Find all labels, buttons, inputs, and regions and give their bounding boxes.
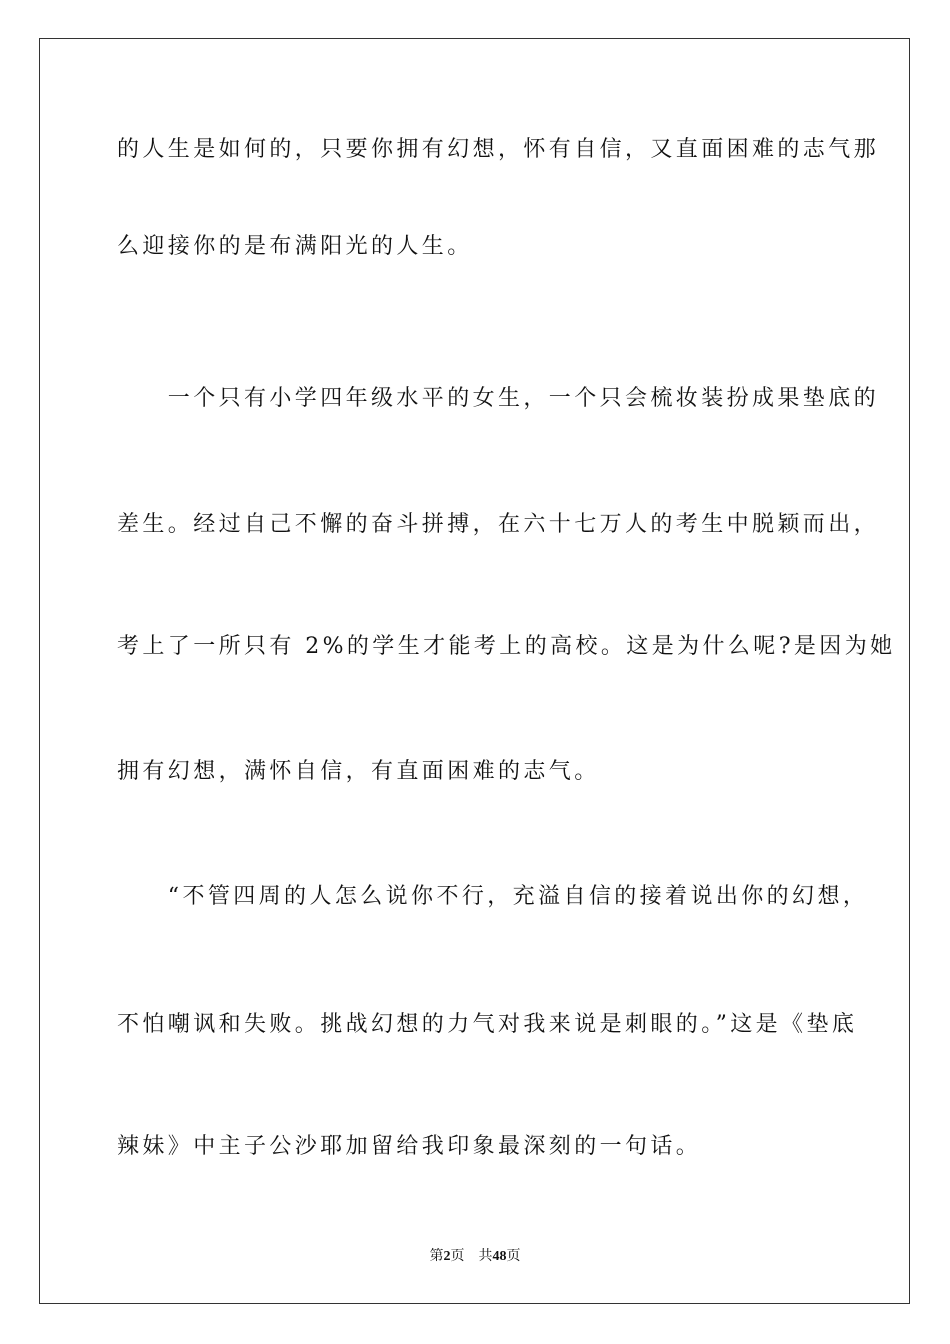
page-footer xyxy=(0,1246,950,1267)
total-suffix: 页 xyxy=(506,1248,521,1264)
text-line-7: “不管四周的人怎么说你不行，充溢自信的接着说出你的幻想， xyxy=(117,884,869,909)
page-prefix: 第 xyxy=(429,1248,444,1264)
total-pages: 48 xyxy=(492,1249,507,1264)
text-line-3: 一个只有小学四年级水平的女生，一个只会梳妆装扮成果垫底的 xyxy=(117,386,880,411)
page-number: 2 xyxy=(443,1249,451,1264)
text-line-6: 拥有幻想，满怀自信，有直面困难的志气。 xyxy=(117,759,600,784)
text-line-9: 辣妹》中主子公沙耶加留给我印象最深刻的一句话。 xyxy=(117,1134,702,1159)
text-line-2: 么迎接你的是布满阳光的人生。 xyxy=(117,234,473,259)
text-line-8: 不怕嘲讽和失败。挑战幻想的力气对我来说是刺眼的。”这是《垫底 xyxy=(117,1012,858,1037)
text-line-1: 的人生是如何的，只要你拥有幻想，怀有自信，又直面困难的志气那 xyxy=(117,137,880,162)
text-line-4: 差生。经过自己不懈的奋斗拼搏，在六十七万人的考生中脱颖而出， xyxy=(117,512,880,537)
text-line-5: 考上了一所只有 2%的学生才能考上的高校。这是为什么呢?是因为她 xyxy=(117,634,896,659)
page-border xyxy=(39,38,910,1304)
page-suffix: 页 xyxy=(450,1248,465,1264)
total-prefix: 共 xyxy=(478,1248,493,1264)
